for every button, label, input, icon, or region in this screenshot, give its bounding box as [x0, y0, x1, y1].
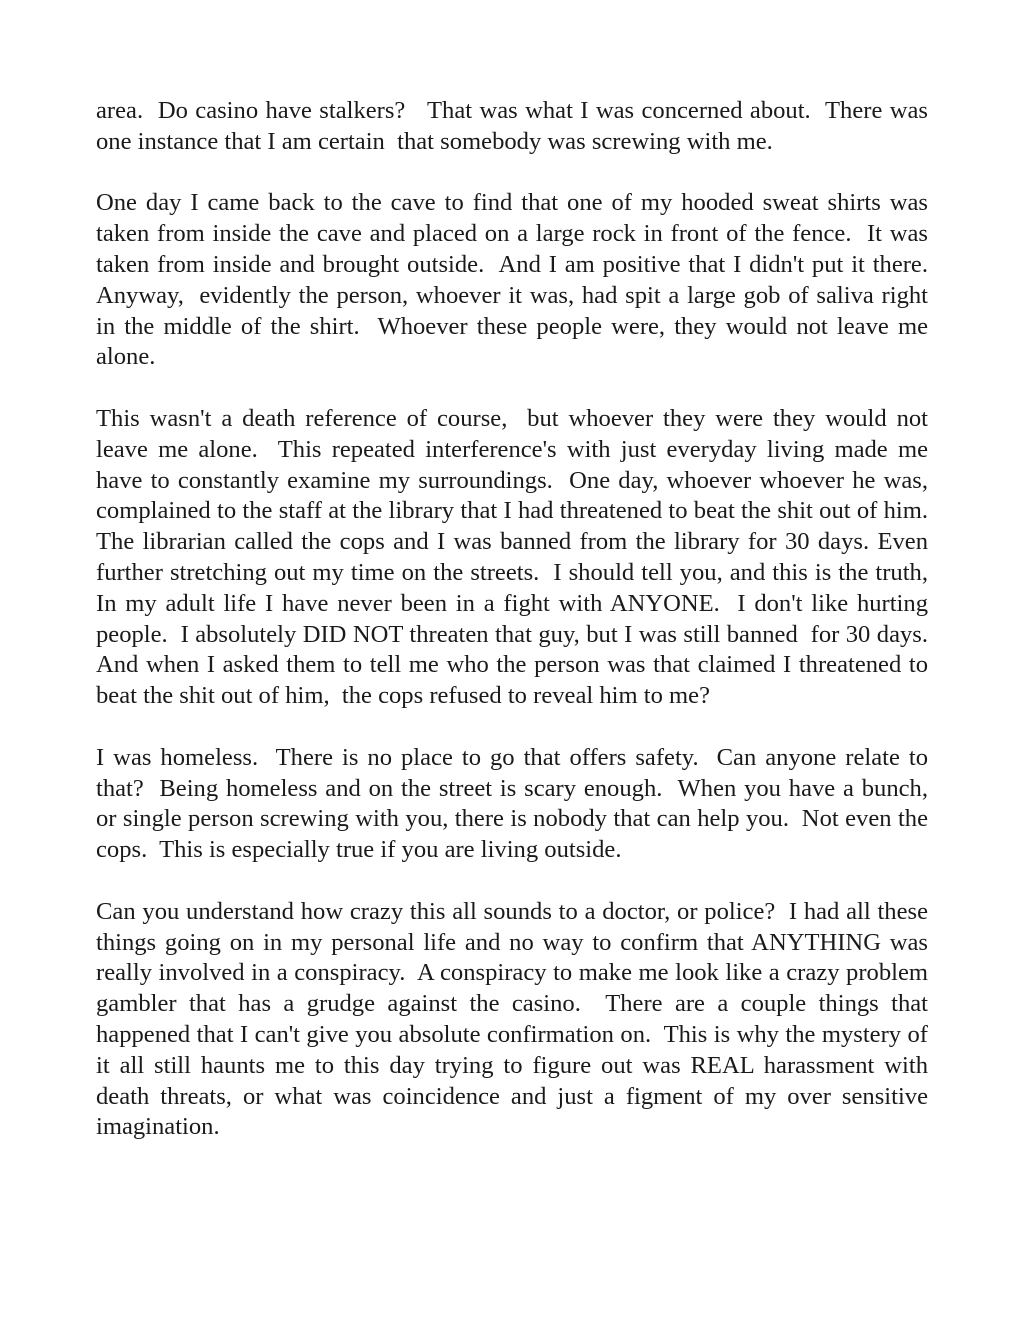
paragraph: area. Do casino have stalkers? That was what I was concerned about. There was one instance that I am certain that somebody was screwing with me. — [96, 97, 935, 155]
paragraph: I was homeless. There is no place to go that offers safety. Can anyone relate to that? Being homeless and on the street is scary enough. When you have a bunch, or single person screwing with you, there is nobody that can help you. Not even the cops. This is especially true if you are living outside. — [96, 743, 935, 864]
document-page — [96, 96, 941, 1143]
paragraph: This wasn't a death reference of course, but whoever they were they would not leave me alone. This repeated interference's with just everyday living made me have to constantly examine my surroundings. One day, whoever whoever he was, complained to the staff at the library that I had threatened to beat the shit out of him. The librarian called the cops and I was banned from the library for 30 days. Even further stretching out my time on the streets. I should tell you, and this is the truth, In my adult life I have never been in a fight with ANYONE. I don't like hurting people. I absolutely DID NOT threaten that guy, but I was still banned for 30 days. And when I asked them to tell me who the person was that claimed I threatened to beat the shit out of him, the cops refused to reveal him to me? — [96, 404, 941, 710]
paragraph: One day I came back to the cave to find that one of my hooded sweat shirts was taken from inside the cave and placed on a large rock in front of the fence. It was taken from inside and brought outside. And I am positive that I didn't put it there. Anyway, evidently the person, whoever it was, had spit a large gob of saliva right in the middle of the shirt. Whoever these people were, they would not leave me alone. — [96, 189, 941, 371]
paragraph: Can you understand how crazy this all sounds to a doctor, or police? I had all these things going on in my personal life and no way to confirm that ANYTHING was really involved in a conspiracy. A conspiracy to make me look like a crazy problem gambler that has a grudge against the casino. There are a couple things that happened that I can't give you absolute confirmation on. This is why the mystery of it all still haunts me to this day trying to figure out was REAL harassment with death threats, or what was coincidence and just a figment of my over sensitive imagination. — [96, 897, 935, 1141]
